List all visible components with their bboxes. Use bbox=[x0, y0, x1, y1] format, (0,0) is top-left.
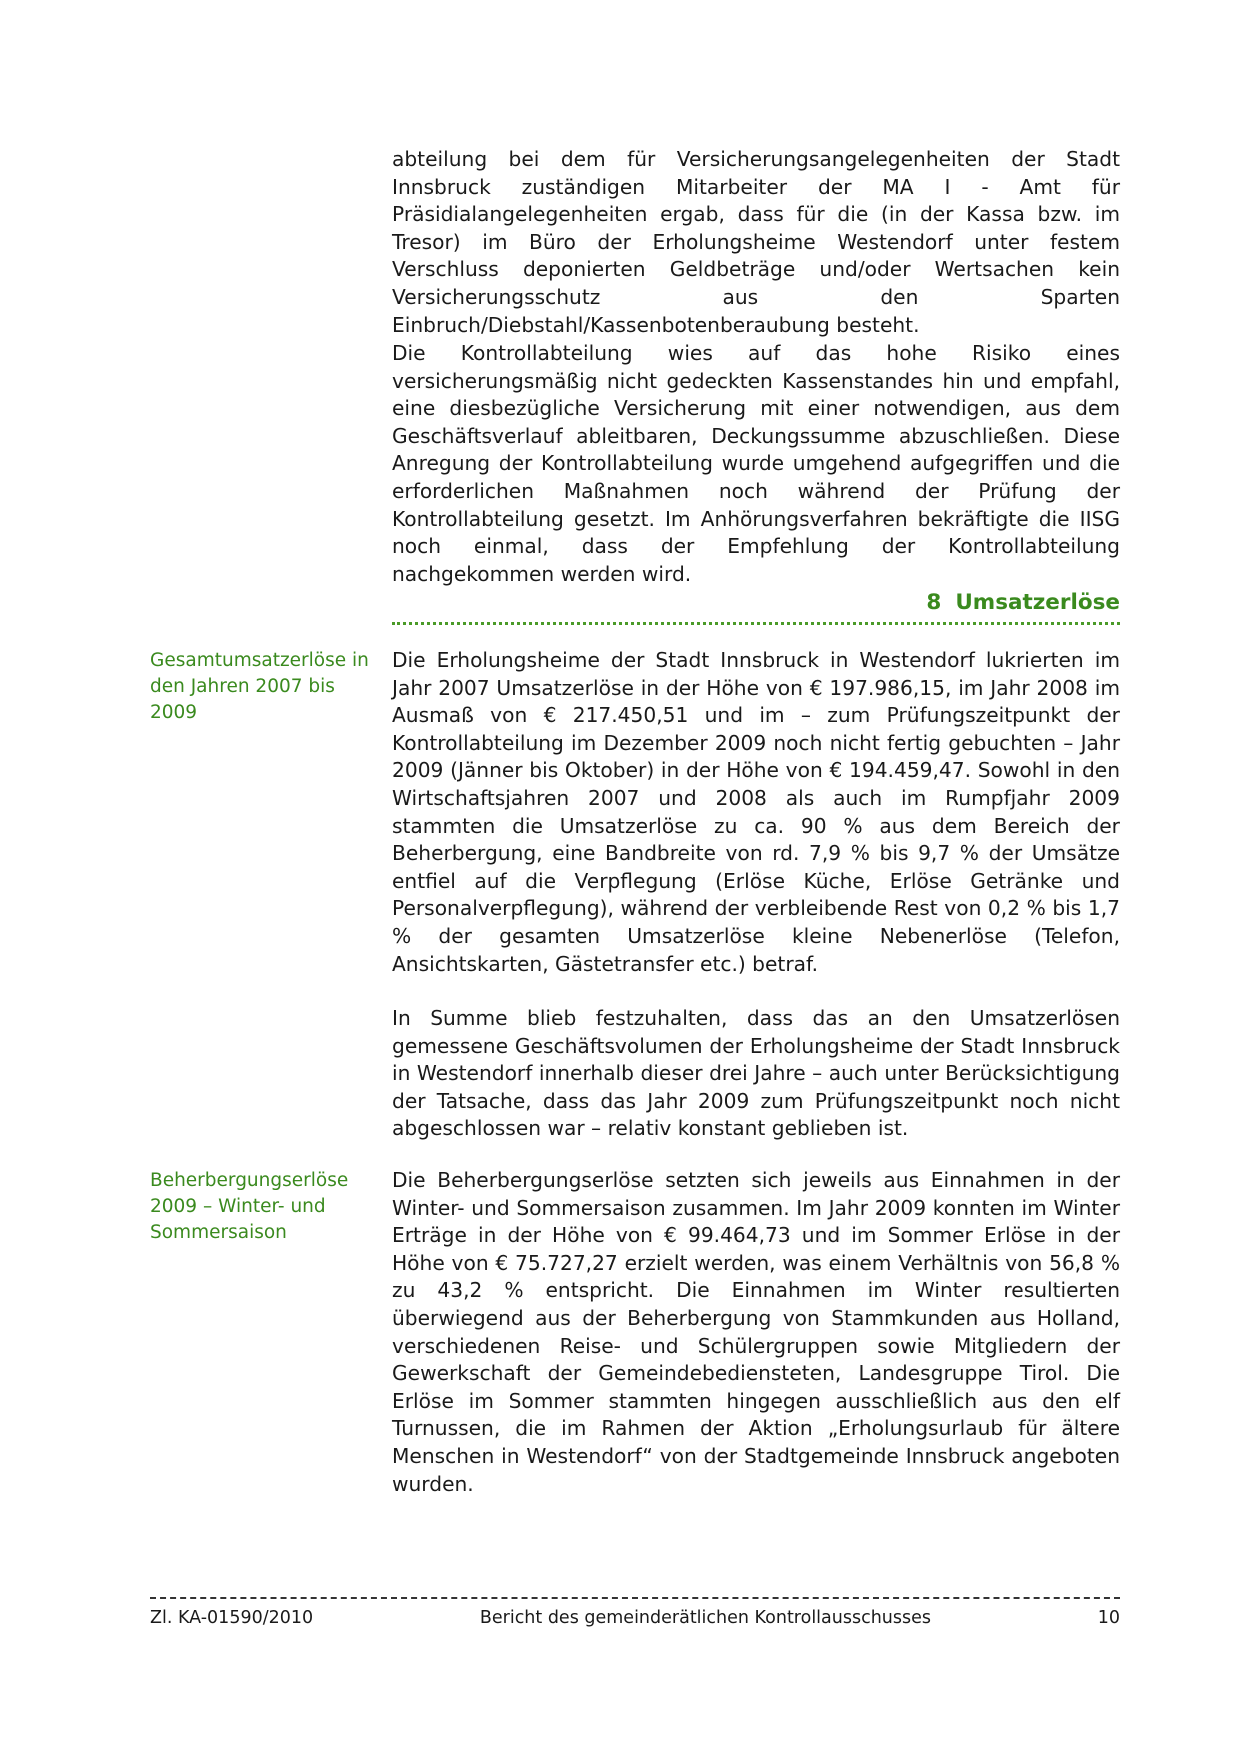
section-number: 8 bbox=[926, 590, 942, 615]
margin-note-accommodation-revenue: Beherbergungserlöse 2009 – Winter- und Sommersaison bbox=[150, 1170, 349, 1243]
paragraph-revenue-overview: Die Erholungsheime der Stadt Innsbruck in Westendorf lukrierten im Jahr 2007 Umsatzerlöse in der Höhe von € 197.986,15, im Jahr 2008 im Ausmaß von € 217.450,51 und im – zum Prüfungszeitpunkt der Kontrollabteilung im Dezember 2009 noch nicht fertig gebuchten – Jahr 2009 (Jänner bis Oktober) in der Höhe von € 194.459,47. Sowohl in den Wirtschaftsjahren 2007 und 2008 als auch im Rumpfjahr 2009 stammten die Umsatzerlöse zu ca. 90 % aus dem Bereich der Beherbergung, eine Bandbreite von rd. 7,9 % bis 9,7 % der Umsätze entfiel auf die Verpflegung (Erlöse Küche, Erlöse Getränke und Personalverpflegung), während der verbleibende Rest von 0,2 % bis 1,7 % der gesamten Umsatzerlöse kleine Nebenerlöse (Telefon, Ansichtskarten, Gästetransfer etc.) betraf. bbox=[392, 648, 1120, 976]
page-footer bbox=[150, 1606, 1120, 1630]
section-heading bbox=[392, 589, 1120, 617]
heading-dotted-rule bbox=[392, 622, 1120, 625]
paragraph-accommodation-revenue: Die Beherbergungserlöse setzten sich jeweils aus Einnahmen in der Winter- und Sommersaison zusammen. Im Jahr 2009 konnten im Winter Erträge in der Höhe von € 99.464,73 und im Sommer Erlöse in der Höhe von € 75.727,27 erzielt werden, was einem Verhältnis von 56,8 % zu 43,2 % entspricht. Die Einnahmen im Winter resultierten überwiegend aus der Beherbergung von Stammkunden aus Holland, verschiedenen Reise- und Schülergruppen sowie Mitgliedern der Gewerkschaft der Gemeindebediensteten, Landesgruppe Tirol. Die Erlöse im Sommer stammten hingegen ausschließlich aus den elf Turnussen, die im Rahmen der Aktion „Erholungsurlaub für ältere Menschen in Westendorf“ von der Stadtgemeinde Innsbruck angeboten wurden. bbox=[392, 1168, 1120, 1496]
footer-title: Bericht des gemeinderätlichen Kontrollausschusses bbox=[479, 1608, 932, 1628]
footer-page-number: 10 bbox=[1097, 1608, 1120, 1628]
margin-note-total-revenue: Gesamtumsatzerlöse in den Jahren 2007 bis 2009 bbox=[150, 650, 369, 723]
paragraph-insurance-finding: abteilung bei dem für Versicherungsangelegenheiten der Stadt Innsbruck zuständigen Mitarbeiter der MA I - Amt für Präsidialangelegenheiten ergab, dass für die (in der Kassa bzw. im Tresor) im Büro der Erholungsheime Westendorf unter festem Verschluss deponierten Geldbeträge und/oder Wertsachen kein Versicherungsschutz aus den Sparten Einbruch/Diebstahl/Kassenbotenberaubung besteht. bbox=[392, 147, 1120, 337]
footer-dashed-rule bbox=[150, 1597, 1120, 1599]
footer-reference: Zl. KA-01590/2010 bbox=[150, 1608, 314, 1628]
section-title: Umsatzerlöse bbox=[955, 590, 1120, 615]
paragraph-revenue-summary: In Summe blieb festzuhalten, dass das an den Umsatzerlösen gemessene Geschäftsvolumen der Erholungsheime der Stadt Innsbruck in Westendorf innerhalb dieser drei Jahre – auch unter Berücksichtigung der Tatsache, dass das Jahr 2009 zum Prüfungszeitpunkt noch nicht abgeschlossen war – relativ konstant geblieben ist. bbox=[392, 1006, 1120, 1141]
paragraph-insurance-recommendation: Die Kontrollabteilung wies auf das hohe Risiko eines versicherungsmäßig nicht gedeckten Kassenstandes hin und empfahl, eine diesbezügliche Versicherung mit einer notwendigen, aus dem Geschäftsverlauf ableitbaren, Deckungssumme abzuschließen. Diese Anregung der Kontrollabteilung wurde umgehend aufgegriffen und die erforderlichen Maßnahmen noch während der Prüfung der Kontrollabteilung gesetzt. Im Anhörungsverfahren bekräftigte die IISG noch einmal, dass der Empfehlung der Kontrollabteilung nachgekommen werden wird. bbox=[392, 341, 1120, 586]
